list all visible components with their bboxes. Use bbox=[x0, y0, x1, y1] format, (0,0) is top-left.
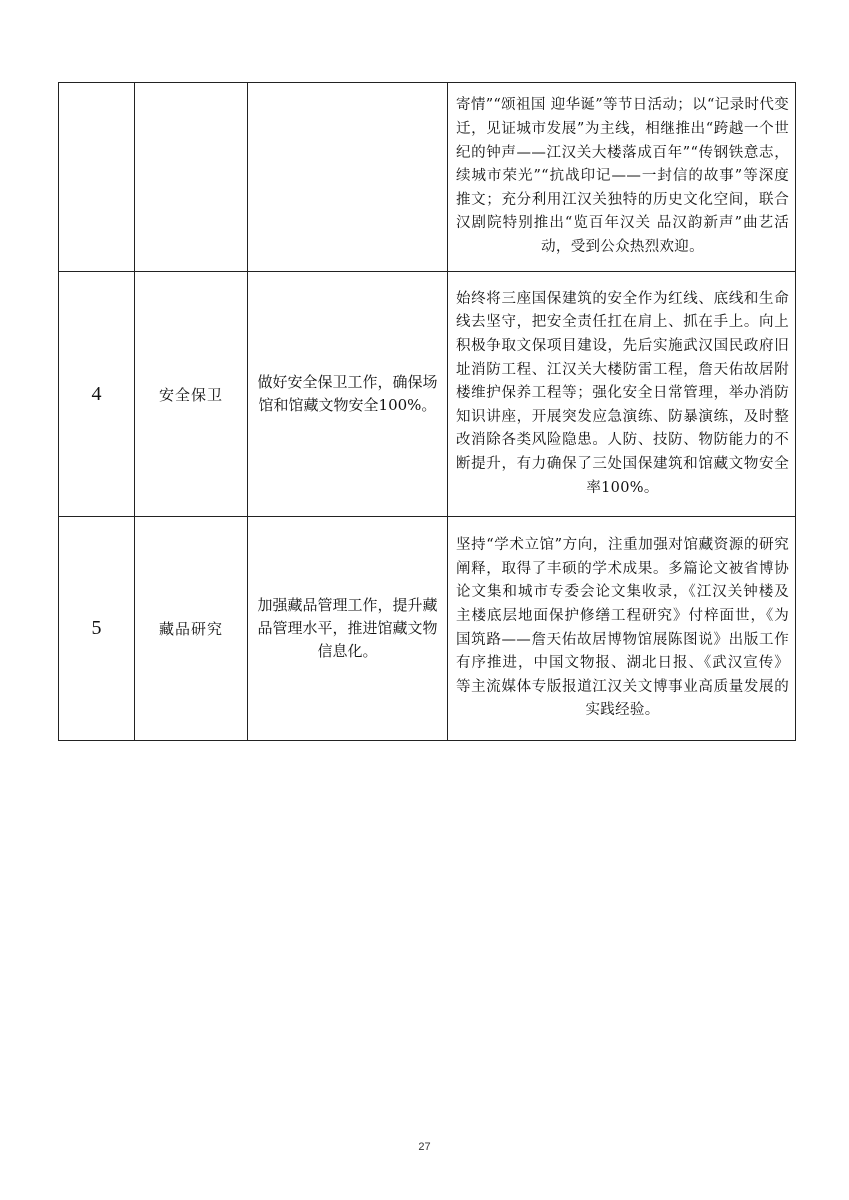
page-number: 27 bbox=[418, 1141, 431, 1153]
table-row bbox=[59, 517, 796, 741]
table-row bbox=[59, 272, 796, 517]
row-description: 坚持“学术立馆”方向，注重加强对馆藏资源的研究阐释，取得了丰硕的学术成果。多篇论文被省博协论文集和城市专委会论文集收录，《江汉关钟楼及主楼底层地面保护修缮工程研究》付梓面世，《为国筑路——詹天佑故居博物馆展陈图说》出版工作有序推进，中国文物报、湖北日报、《武汉宣传》等主流媒体专版报道江汉关文博事业高质量发展的实践经验。 bbox=[448, 517, 796, 741]
row-goal bbox=[248, 83, 448, 272]
row-number: 4 bbox=[59, 272, 135, 517]
row-description: 寄情”“颂祖国 迎华诞”等节日活动；以“记录时代变迁，见证城市发展”为主线，相继推出“跨越一个世纪的钟声——江汉关大楼落成百年”“传钢铁意志，续城市荣光”“抗战印记——一封信的故事”等深度推文；充分利用江汉关独特的历史文化空间，联合汉剧院特别推出“览百年汉关 品汉韵新声”曲艺活动，受到公众热烈欢迎。 bbox=[448, 83, 796, 272]
row-number bbox=[59, 83, 135, 272]
table-row bbox=[59, 83, 796, 272]
row-category bbox=[135, 83, 248, 272]
row-category: 安全保卫 bbox=[135, 272, 248, 517]
row-goal: 做好安全保卫工作，确保场馆和馆藏文物安全100%。 bbox=[248, 272, 448, 517]
work-summary-table bbox=[58, 82, 796, 741]
row-number: 5 bbox=[59, 517, 135, 741]
row-goal: 加强藏品管理工作，提升藏品管理水平，推进馆藏文物信息化。 bbox=[248, 517, 448, 741]
row-category: 藏品研究 bbox=[135, 517, 248, 741]
row-description: 始终将三座国保建筑的安全作为红线、底线和生命线去坚守，把安全责任扛在肩上、抓在手上。向上积极争取文保项目建设，先后实施武汉国民政府旧址消防工程、江汉关大楼防雷工程，詹天佑故居附楼维护保养工程等；强化安全日常管理，举办消防知识讲座，开展突发应急演练、防暴演练，及时整改消除各类风险隐患。人防、技防、物防能力的不断提升，有力确保了三处国保建筑和馆藏文物安全率100%。 bbox=[448, 272, 796, 517]
